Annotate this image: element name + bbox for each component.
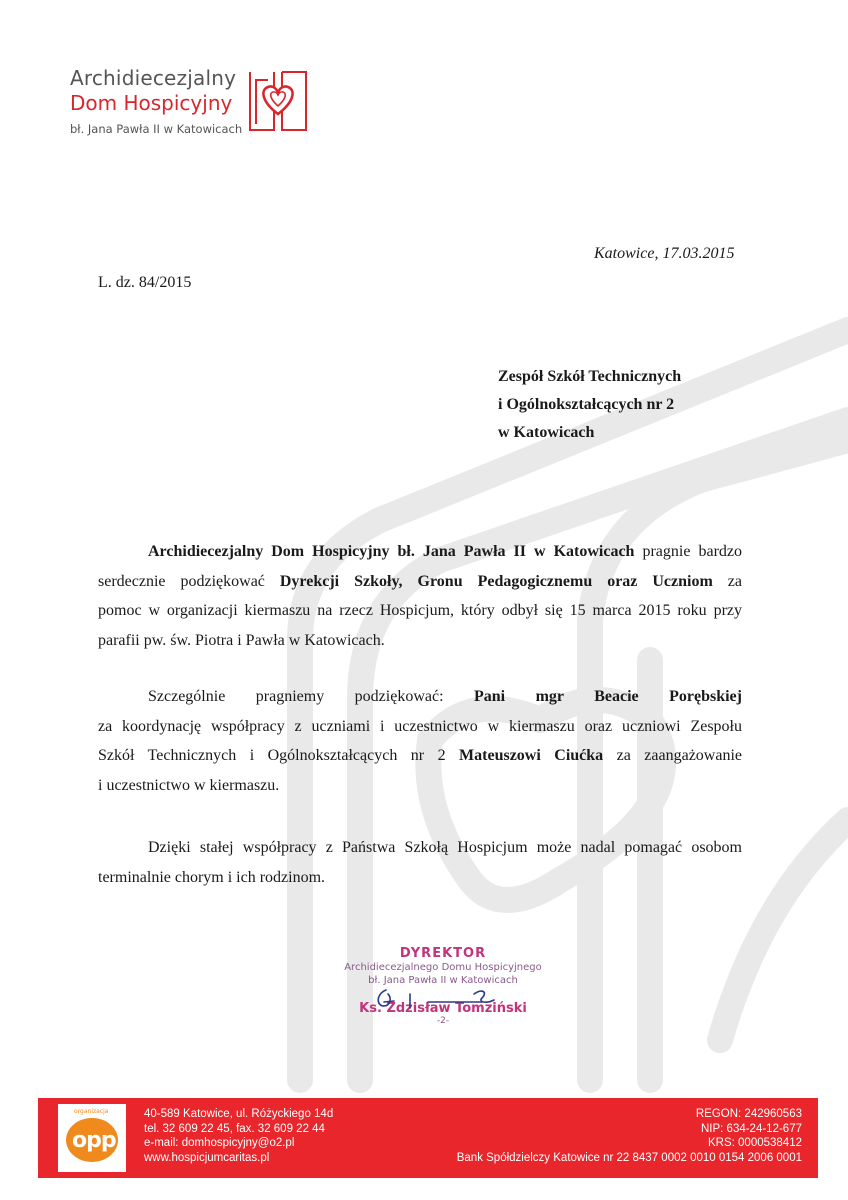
stamp-name: Ks. Zdzisław Tomziński — [359, 1001, 527, 1016]
p2-line2: za koordynację współpracy z uczniami i uczestnictwo w kiermaszu oraz uczniowi Zespołu — [98, 717, 742, 735]
footer-website[interactable]: www.hospicjumcaritas.pl — [144, 1151, 270, 1164]
footer-bank: Bank Spółdzielczy Katowice nr 22 8437 0002 0010 0154 2006 0001 — [456, 1151, 802, 1164]
p1-line2-post: za — [712, 572, 742, 590]
footer-address: 40-589 Katowice, ul. Różyckiego 14d — [144, 1108, 334, 1120]
handwritten-signature — [370, 984, 500, 1014]
hospice-heart-icon — [246, 68, 310, 134]
p1-line1-rest: pragnie bardzo — [634, 543, 743, 560]
letterhead-line2: Dom Hospicyjny — [70, 91, 233, 115]
footer-registry — [457, 1107, 802, 1165]
p2-bold-name: Pani mgr Beacie Porębskiej — [474, 688, 742, 705]
letterhead-line1: Archidiecezjalny — [70, 66, 237, 90]
p1-line2-pre: serdecznie podziękować — [98, 572, 280, 590]
p2-line1 — [98, 682, 742, 712]
reference-number: L. dz. 84/2015 — [98, 274, 192, 291]
p2-line3-post: za zaangażowanie — [603, 747, 743, 764]
p2-line3-pre: Szkół Technicznych i Ogólnokształcących nr 2 — [98, 747, 460, 764]
stamp-title: DYREKTOR — [399, 946, 487, 961]
recipient-line2: i Ogólnokształcących nr 2 — [498, 396, 675, 413]
footer-band — [38, 1098, 818, 1178]
stamp-line2: Archidiecezjalnego Domu Hospicyjnego — [344, 962, 542, 973]
footer-phone: tel. 32 609 22 45, fax. 32 609 22 44 — [144, 1122, 325, 1135]
footer-contact — [144, 1107, 333, 1165]
stamp-line3: bł. Jana Pawła II w Katowicach — [368, 975, 518, 986]
paragraph-2 — [98, 682, 742, 800]
p1-line3: pomoc w organizacji kiermaszu na rzecz Hospicjum, który odbył się 15 marca 2015 roku przy — [98, 602, 742, 619]
letter-date: Katowice, 17.03.2015 — [594, 245, 735, 262]
p1-line1 — [98, 537, 742, 567]
p3-line1-text: Dzięki stałej współpracy z Państwa Szkołą Hospicjum może nadal pomagać osobom — [148, 839, 742, 856]
page-number: -2- — [436, 1016, 450, 1026]
opp-logo — [58, 1104, 126, 1172]
p1-bold-sender: Archidiecezjalny Dom Hospicyjny bł. Jana Pawła II w Katowicach — [148, 543, 635, 560]
p1-line2 — [98, 567, 742, 597]
opp-logo-text: opp — [72, 1128, 116, 1153]
p2-line1-pre: Szczególnie pragniemy podziękować: — [148, 688, 474, 705]
footer-regon: REGON: 242960563 — [695, 1108, 802, 1120]
p1-line4: parafii pw. św. Piotra i Pawła w Katowicach. — [98, 631, 385, 649]
recipient-address — [498, 363, 681, 447]
paragraph-1 — [98, 537, 742, 655]
p1-bold-thanks: Dyrekcji Szkoły, Gronu Pedagogicznemu oraz Uczniom — [279, 572, 713, 590]
opp-logo-small: organizacja — [74, 1108, 109, 1115]
p2-bold-student: Mateuszowi Ciućka — [459, 747, 604, 764]
p2-line4: i uczestnictwo w kiermaszu. — [98, 776, 280, 794]
footer-krs: KRS: 0000538412 — [708, 1137, 802, 1149]
recipient-line1: Zespół Szkół Technicznych — [498, 368, 682, 385]
p3-line2: terminalnie chorym i ich rodzinom. — [98, 868, 326, 886]
footer-email[interactable]: e-mail: domhospicyjny@o2.pl — [144, 1137, 295, 1149]
p2-line3 — [98, 741, 742, 771]
p3-line1 — [98, 833, 742, 863]
paragraph-3 — [98, 833, 742, 892]
letterhead-line3: bł. Jana Pawła II w Katowicach — [70, 122, 243, 136]
recipient-line3: w Katowicach — [498, 424, 595, 441]
footer-nip: NIP: 634-24-12-677 — [700, 1122, 802, 1135]
